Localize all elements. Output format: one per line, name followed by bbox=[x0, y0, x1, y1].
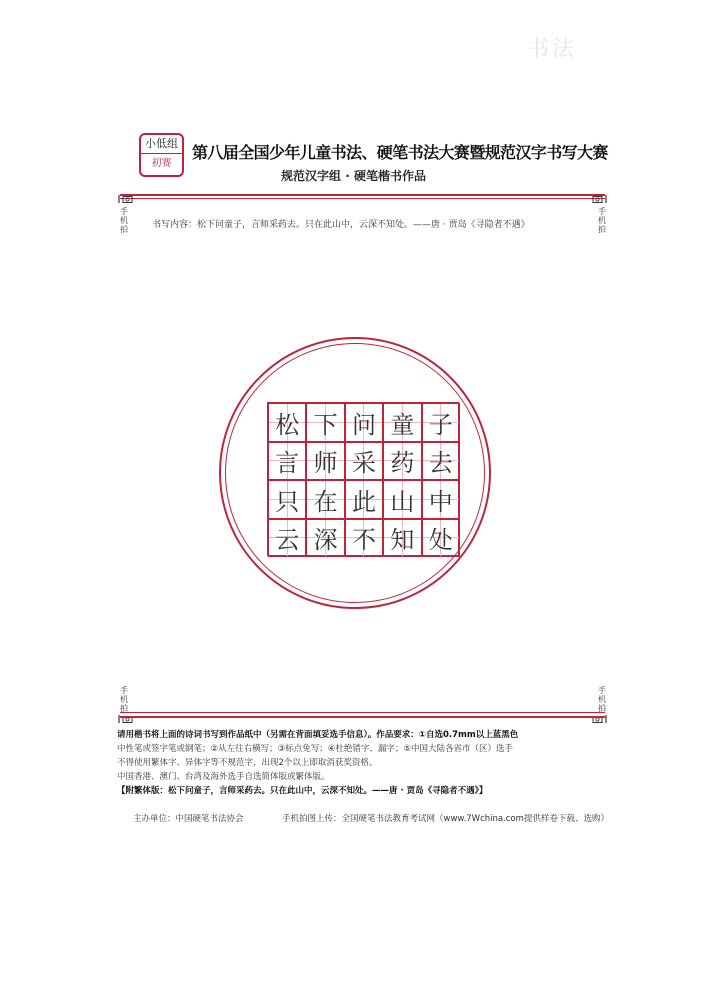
phone-photo-label-bottom-left: 手机拍 bbox=[120, 686, 128, 713]
grid-cell: 问 bbox=[345, 403, 383, 442]
grid-cell: 山 bbox=[383, 480, 421, 519]
grid-cell: 深 bbox=[306, 519, 344, 558]
phone-photo-label-top-left: 手机拍 bbox=[120, 207, 128, 234]
camera-icon bbox=[592, 195, 608, 203]
grid-cell: 松 bbox=[268, 403, 306, 442]
top-border-line bbox=[120, 194, 605, 196]
grid-cell: 不 bbox=[345, 519, 383, 558]
grid-cell: 只 bbox=[268, 480, 306, 519]
grid-cell: 言 bbox=[268, 442, 306, 481]
grid-cell: 采 bbox=[345, 442, 383, 481]
camera-icon bbox=[117, 195, 133, 203]
corner-marker-top-right bbox=[592, 195, 608, 205]
grid-cell: 处 bbox=[422, 519, 460, 558]
phone-photo-label-bottom-right: 手机拍 bbox=[598, 686, 606, 713]
grid-cell: 药 bbox=[383, 442, 421, 481]
grid-cell: 知 bbox=[383, 519, 421, 558]
grid-cell: 此 bbox=[345, 480, 383, 519]
stage-label: 初赛 bbox=[151, 158, 172, 169]
grid-cell: 去 bbox=[422, 442, 460, 481]
watermark-stamp: 书法 bbox=[527, 37, 578, 62]
grid-cell: 童 bbox=[383, 403, 421, 442]
instruction-line-4: 中国香港、澳门、台湾及海外选手自选简体版或繁体版。 bbox=[117, 772, 330, 782]
writing-content: 书写内容：松下问童子，言师采药去。只在此山中，云深不知处。——唐 · 贾岛《寻隐者不遇》 bbox=[152, 220, 530, 230]
grid-cell: 师 bbox=[306, 442, 344, 481]
corner-marker-top-left bbox=[117, 195, 133, 205]
calligraphy-grid bbox=[267, 402, 459, 556]
instruction-line-2: 中性笔或签字笔或钢笔；②从左往右横写；③标点免写；④杜绝错字、漏字；⑤中国大陆各省市（区）选手 bbox=[117, 744, 513, 754]
grid-cell: 云 bbox=[268, 519, 306, 558]
bottom-border-line bbox=[120, 716, 605, 718]
instruction-line-3: 不得使用繁体字、异体字等不规范字，出现2个以上即取消获奖资格。 bbox=[117, 758, 378, 768]
page-title: 第八届全国少年儿童书法、硬笔书法大赛暨规范汉字书写大赛 bbox=[192, 143, 608, 162]
instruction-line-1: 请用楷书将上面的诗词书写到作品纸中（另需在背面填妥选手信息）。作品要求：①自选0.7mm以上蓝黑色 bbox=[117, 730, 519, 740]
instruction-line-5: 【附繁体版：松下问童子，言师采药去。只在此山中，云深不知处。——唐 · 贾岛《寻隐者不遇》】 bbox=[117, 786, 488, 796]
top-border-line-thin bbox=[120, 198, 605, 199]
grid-cell: 中 bbox=[422, 480, 460, 519]
page-subtitle: 规范汉字组 · 硬笔楷书作品 bbox=[281, 169, 426, 183]
bottom-border-line-thin bbox=[120, 712, 605, 713]
grid-cell: 子 bbox=[422, 403, 460, 442]
phone-photo-label-top-right: 手机拍 bbox=[598, 207, 606, 234]
group-label: 小低组 bbox=[141, 135, 182, 154]
organizer-text: 主办单位：中国硬笔书法协会 bbox=[133, 814, 244, 824]
grid-cell: 在 bbox=[306, 480, 344, 519]
grid-cell: 下 bbox=[306, 403, 344, 442]
upload-text: 手机拍图上传：全国硬笔书法教育考试网（www.7Wchina.com提供样卷下载、选购） bbox=[282, 814, 609, 824]
